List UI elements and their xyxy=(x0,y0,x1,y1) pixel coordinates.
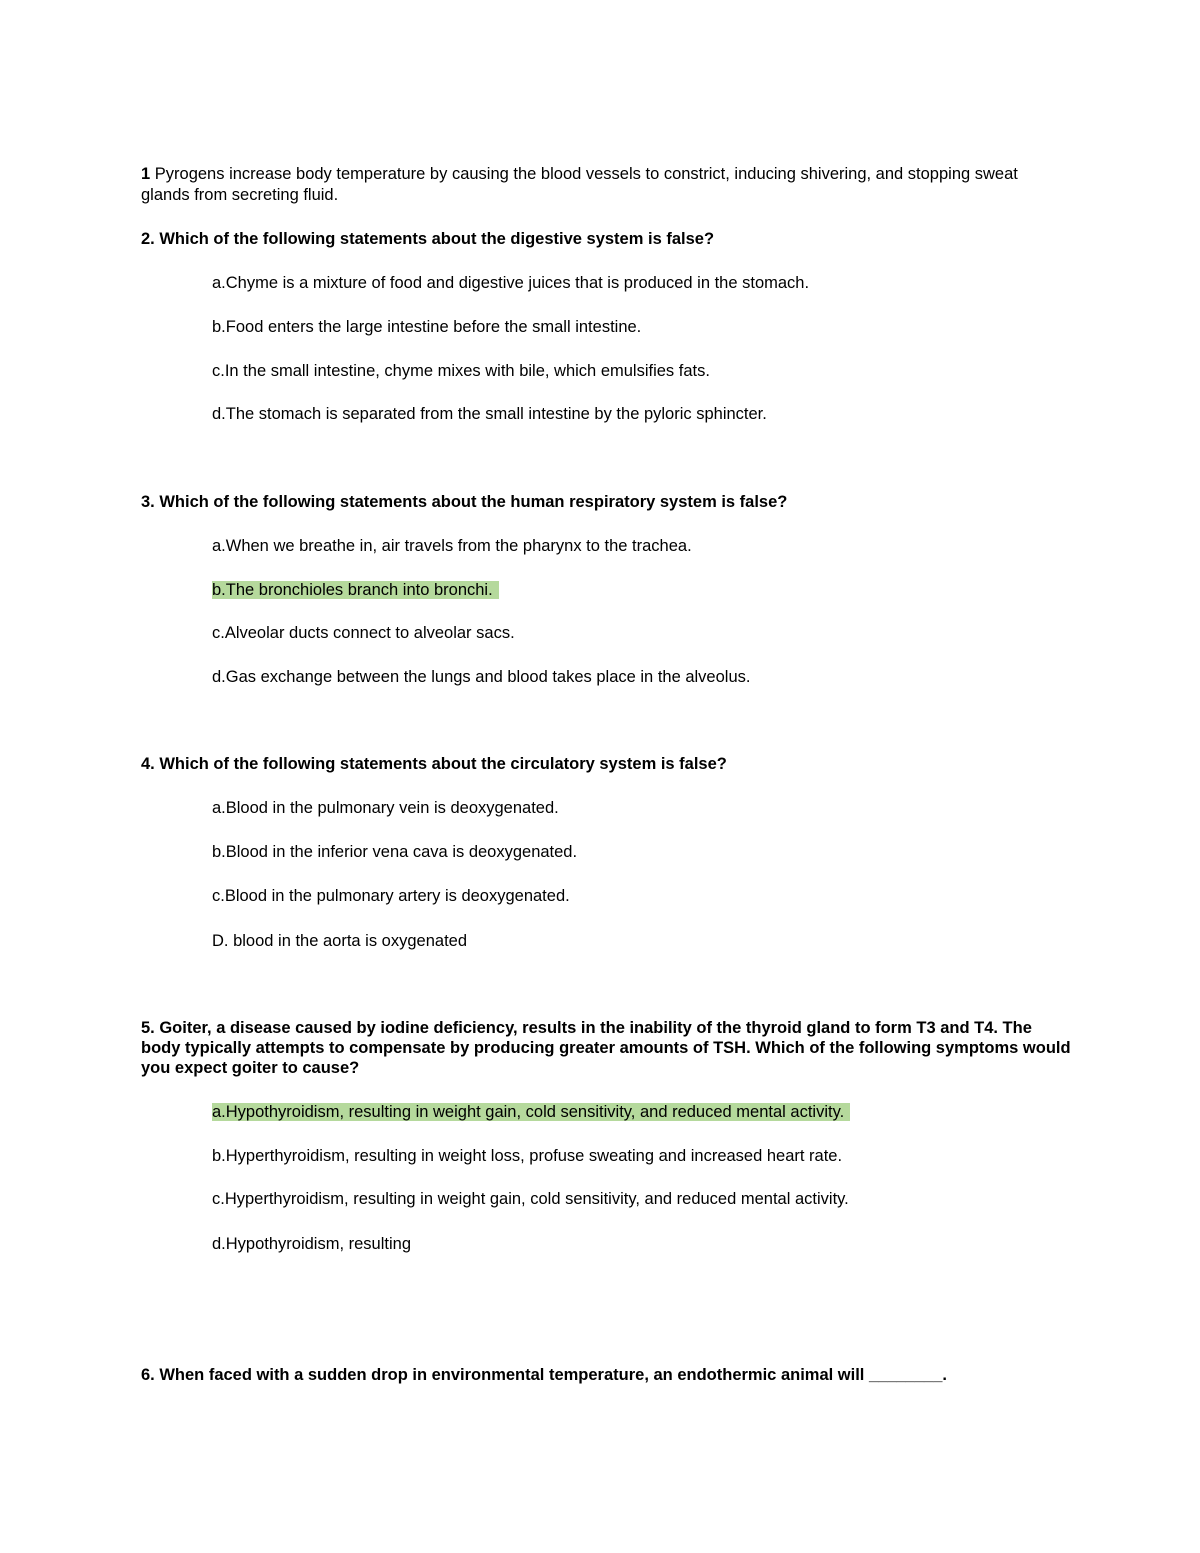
question-3-option-a: a.When we breathe in, air travels from the pharynx to the trachea. xyxy=(212,537,692,555)
question-4-option-c: c.Blood in the pulmonary artery is deoxygenated. xyxy=(212,887,570,905)
question-5-option-d: d.Hypothyroidism, resulting xyxy=(212,1235,411,1253)
question-5-option-a xyxy=(212,1101,850,1123)
question-4-option-a: a.Blood in the pulmonary vein is deoxygenated. xyxy=(212,799,559,817)
question-2-option-c: c.In the small intestine, chyme mixes with bile, which emulsifies fats. xyxy=(212,362,710,380)
question-5: 5. Goiter, a disease caused by iodine deficiency, results in the inability of the thyroid gland to form T3 and T4. The body typically attempts to compensate by producing greater amounts of TSH. Which of the following symptoms would you expect goiter to cause? xyxy=(141,1019,1071,1077)
question-4-option-d: D. blood in the aorta is oxygenated xyxy=(212,932,468,950)
highlighted-answer: a.Hypothyroidism, resulting in weight gain, cold sensitivity, and reduced mental activity. xyxy=(212,1103,850,1121)
question-2-option-b: b.Food enters the large intestine before the small intestine. xyxy=(212,318,642,336)
question-5-option-b: b.Hyperthyroidism, resulting in weight loss, profuse sweating and increased heart rate. xyxy=(212,1147,843,1165)
highlighted-answer: b.The bronchioles branch into bronchi. xyxy=(212,581,499,599)
question-6: 6. When faced with a sudden drop in environmental temperature, an endothermic animal will ________. xyxy=(141,1366,947,1384)
question-3-option-c: c.Alveolar ducts connect to alveolar sacs. xyxy=(212,624,515,642)
question-1-number: 1 xyxy=(141,165,151,183)
question-5-option-c: c.Hyperthyroidism, resulting in weight gain, cold sensitivity, and reduced mental activity. xyxy=(212,1190,849,1208)
question-4: 4. Which of the following statements about the circulatory system is false? xyxy=(141,755,727,773)
question-1-text: Pyrogens increase body temperature by causing the blood vessels to constrict, inducing shivering, and stopping sweat glands from secreting fluid. xyxy=(141,165,1018,204)
question-1 xyxy=(141,164,1041,206)
question-3-option-d: d.Gas exchange between the lungs and blood takes place in the alveolus. xyxy=(212,668,751,686)
question-2: 2. Which of the following statements about the digestive system is false? xyxy=(141,230,715,248)
question-3-option-b xyxy=(212,579,499,601)
question-3: 3. Which of the following statements about the human respiratory system is false? xyxy=(141,493,788,511)
question-2-option-d: d.The stomach is separated from the small intestine by the pyloric sphincter. xyxy=(212,405,767,423)
question-4-option-b: b.Blood in the inferior vena cava is deoxygenated. xyxy=(212,843,578,861)
question-2-option-a: a.Chyme is a mixture of food and digestive juices that is produced in the stomach. xyxy=(212,274,810,292)
